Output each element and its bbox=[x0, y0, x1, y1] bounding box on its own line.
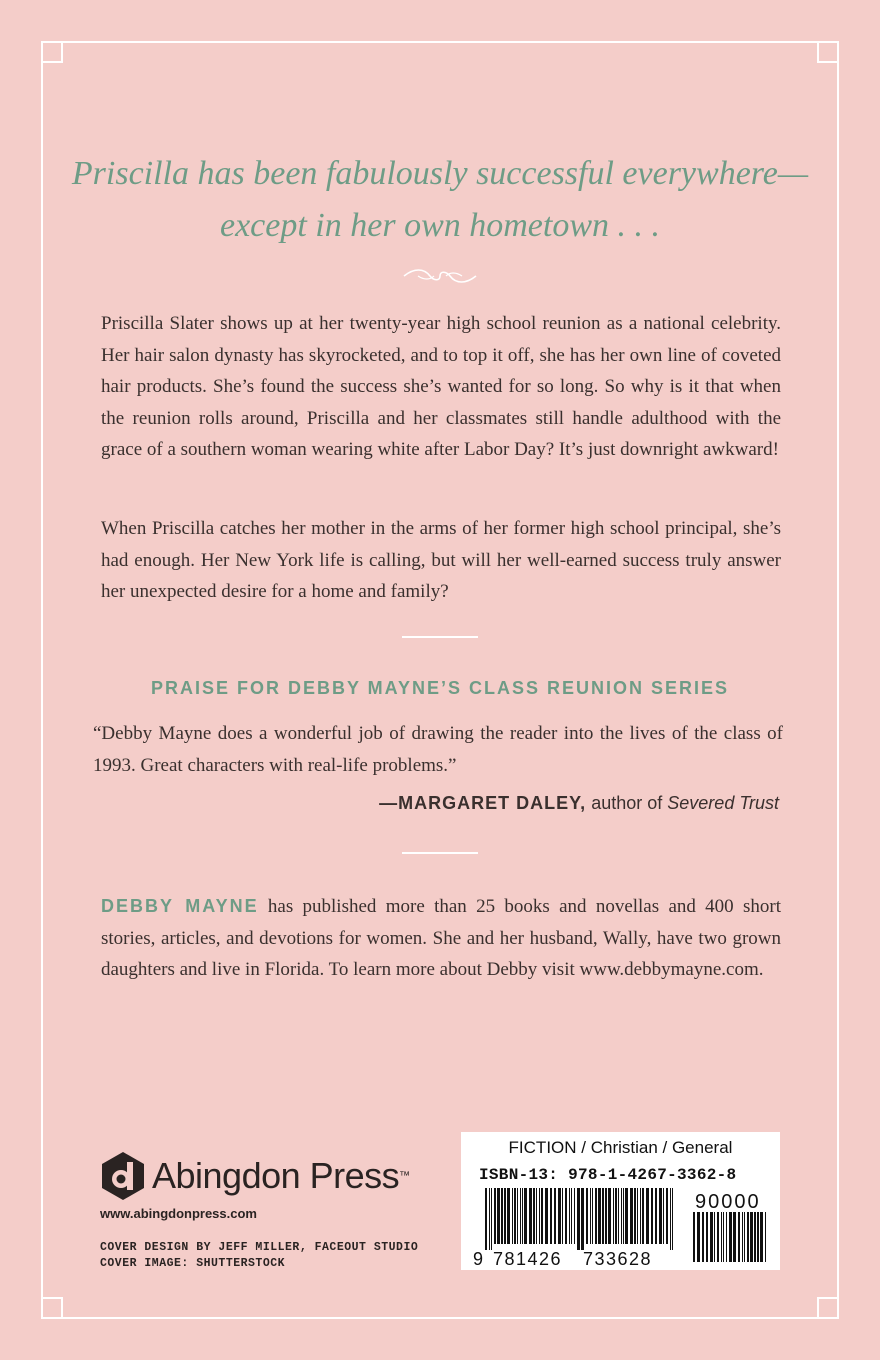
barcode-bar bbox=[750, 1212, 753, 1262]
barcode-bar bbox=[581, 1188, 584, 1250]
barcode-bar bbox=[545, 1188, 548, 1244]
barcode-box bbox=[461, 1132, 780, 1270]
tagline bbox=[60, 148, 820, 252]
barcode-bar bbox=[558, 1188, 561, 1244]
frame-corner-bl bbox=[41, 1297, 63, 1319]
publisher-name-text: Abingdon Press bbox=[152, 1155, 400, 1196]
barcode-bar bbox=[562, 1188, 563, 1244]
barcode-bar bbox=[625, 1188, 628, 1244]
barcode-bar bbox=[710, 1212, 713, 1262]
barcode-bar bbox=[497, 1188, 500, 1244]
barcode-bar bbox=[550, 1188, 552, 1244]
barcode-bar bbox=[520, 1188, 521, 1244]
barcode-bar bbox=[697, 1212, 700, 1262]
barcode-bar bbox=[613, 1188, 614, 1244]
publisher-logo bbox=[100, 1150, 430, 1202]
praise-attribution bbox=[379, 788, 779, 818]
frame-top bbox=[62, 41, 818, 43]
barcode-bar bbox=[554, 1188, 556, 1244]
barcode-bar bbox=[507, 1188, 510, 1244]
barcode-bar bbox=[747, 1212, 749, 1262]
barcode-bar bbox=[494, 1188, 496, 1244]
barcode-bar bbox=[577, 1188, 580, 1250]
barcode-bar bbox=[517, 1188, 518, 1244]
barcode-bar bbox=[733, 1212, 736, 1262]
barcode-bar bbox=[618, 1188, 619, 1244]
barcode-bar bbox=[670, 1188, 671, 1250]
barcode-bar bbox=[634, 1188, 636, 1244]
barcode-bar bbox=[501, 1188, 503, 1244]
barcode-bar bbox=[765, 1212, 766, 1262]
barcode-bar bbox=[666, 1188, 668, 1244]
ean-bars bbox=[485, 1188, 673, 1250]
barcode-bar bbox=[569, 1188, 570, 1244]
barcode-bar bbox=[754, 1212, 756, 1262]
frame-corner-br bbox=[817, 1297, 839, 1319]
isbn-number: ISBN-13: 978-1-4267-3362-8 bbox=[479, 1166, 737, 1184]
barcode-bar bbox=[760, 1212, 763, 1262]
abingdon-logo-icon bbox=[100, 1150, 146, 1202]
divider-1 bbox=[402, 636, 478, 638]
barcode-bar bbox=[598, 1188, 601, 1244]
barcode-bar bbox=[514, 1188, 516, 1244]
barcode-bar bbox=[615, 1188, 617, 1244]
barcode-bar bbox=[637, 1188, 638, 1244]
barcode-bar bbox=[602, 1188, 604, 1244]
barcode-bar bbox=[504, 1188, 506, 1244]
barcode-bar bbox=[565, 1188, 567, 1244]
barcode-price-code: 90000 bbox=[695, 1191, 761, 1213]
barcode-bar bbox=[651, 1188, 653, 1244]
barcode-bar bbox=[744, 1212, 745, 1262]
praise-heading: PRAISE FOR DEBBY MAYNE’S CLASS REUNION SERIES bbox=[150, 678, 730, 698]
synopsis-paragraph-1: Priscilla Slater shows up at her twenty-year high school reunion as a national celebrity. Her hair salon dynasty has skyrocketed, and to top it off, she has her own line of coveted hair products. She’s found the success she’s wanted for so long. So why is it that when the reunion rolls around, Priscilla and her classmates still handle adulthood with the grace of a southern woman wearing white after Labor Day? It’s just downright awkward! bbox=[101, 313, 781, 460]
barcode-bar bbox=[489, 1188, 490, 1250]
bio-text: has published more than 25 books and novellas and 400 short stories, articles, and devotions for women. She and her husband, Wally, have two grown daughters and live in Florida. To learn more about Debby visit www.debbymayne.com. bbox=[101, 896, 781, 980]
barcode-bar bbox=[726, 1212, 727, 1262]
barcode-bar bbox=[659, 1188, 662, 1244]
tagline-line-1: Priscilla has been fabulously successful everywhere— bbox=[71, 155, 809, 192]
barcode-bar bbox=[574, 1188, 575, 1244]
barcode-bar bbox=[693, 1212, 695, 1262]
barcode-bar bbox=[640, 1188, 641, 1244]
barcode-bar bbox=[706, 1212, 708, 1262]
barcode-bar bbox=[485, 1188, 487, 1250]
barcode-bar bbox=[714, 1212, 715, 1262]
isbn-barcode bbox=[471, 1188, 771, 1268]
praise-quote: “Debby Mayne does a wonderful job of drawing the reader into the lives of the class of 1993. Great characters with real-life problems.” bbox=[93, 723, 783, 776]
barcode-bar bbox=[642, 1188, 644, 1244]
barcode-bar bbox=[536, 1188, 537, 1244]
attribution-name: —MARGARET DALEY, bbox=[379, 793, 587, 813]
barcode-bar bbox=[702, 1212, 704, 1262]
barcode-bar bbox=[595, 1188, 597, 1244]
frame-corner-tr bbox=[817, 41, 839, 63]
barcode-bar bbox=[742, 1212, 743, 1262]
barcode-bar bbox=[646, 1188, 649, 1244]
trademark-symbol: ™ bbox=[399, 1170, 410, 1182]
barcode-bar bbox=[529, 1188, 532, 1244]
barcode-bar bbox=[717, 1212, 719, 1262]
barcode-bar bbox=[623, 1188, 624, 1244]
barcode-bar bbox=[605, 1188, 607, 1244]
barcode-bar bbox=[539, 1188, 540, 1244]
barcode-bar bbox=[571, 1188, 572, 1244]
barcode-bar bbox=[655, 1188, 657, 1244]
barcode-bar bbox=[757, 1212, 759, 1262]
author-bio bbox=[101, 891, 781, 986]
barcode-bar bbox=[621, 1188, 622, 1244]
flourish-ornament-icon bbox=[400, 266, 480, 286]
barcode-digits-left: 781426 bbox=[493, 1249, 563, 1268]
frame-corner-tl bbox=[41, 41, 63, 63]
barcode-bar bbox=[491, 1188, 492, 1250]
tagline-line-2: except in her own hometown . . . bbox=[219, 207, 661, 244]
attribution-role: author of bbox=[591, 793, 663, 813]
barcode-bar bbox=[586, 1188, 588, 1244]
attribution-title: Severed Trust bbox=[667, 793, 779, 813]
frame-bottom bbox=[62, 1317, 818, 1319]
publisher-name bbox=[152, 1154, 410, 1198]
credit-design: COVER DESIGN BY JEFF MILLER, FACEOUT STUDIO bbox=[100, 1241, 419, 1254]
barcode-bar bbox=[729, 1212, 732, 1262]
barcode-bar bbox=[541, 1188, 543, 1244]
barcode-bar bbox=[630, 1188, 633, 1244]
publisher-url: www.abingdonpress.com bbox=[100, 1206, 257, 1221]
barcode-bar bbox=[672, 1188, 673, 1250]
divider-2 bbox=[402, 852, 478, 854]
barcode-bar bbox=[533, 1188, 535, 1244]
frame-right bbox=[837, 62, 839, 1298]
barcode-bar bbox=[522, 1188, 523, 1244]
barcode-digit-lead: 9 bbox=[473, 1249, 484, 1268]
barcode-bar bbox=[590, 1188, 591, 1244]
bisac-category: FICTION / Christian / General bbox=[508, 1138, 733, 1157]
addon-bars bbox=[693, 1212, 766, 1262]
synopsis-paragraph-2: When Priscilla catches her mother in the arms of her former high school principal, she’s had enough. Her New York life is calling, but will her well-earned success truly answer her unexpected desire for a home and family? bbox=[101, 518, 781, 602]
barcode-bar bbox=[721, 1212, 722, 1262]
barcode-bar bbox=[592, 1188, 593, 1244]
barcode-bar bbox=[524, 1188, 527, 1244]
barcode-bar bbox=[723, 1212, 724, 1262]
barcode-digits-right: 733628 bbox=[583, 1249, 653, 1268]
credit-image: COVER IMAGE: SHUTTERSTOCK bbox=[100, 1257, 286, 1270]
barcode-bar bbox=[512, 1188, 513, 1244]
barcode-bar bbox=[738, 1212, 740, 1262]
barcode-bar bbox=[608, 1188, 611, 1244]
cover-credits bbox=[100, 1240, 418, 1272]
barcode-bar bbox=[663, 1188, 664, 1244]
bio-author-name: DEBBY MAYNE bbox=[101, 896, 259, 916]
frame-left bbox=[41, 62, 43, 1298]
